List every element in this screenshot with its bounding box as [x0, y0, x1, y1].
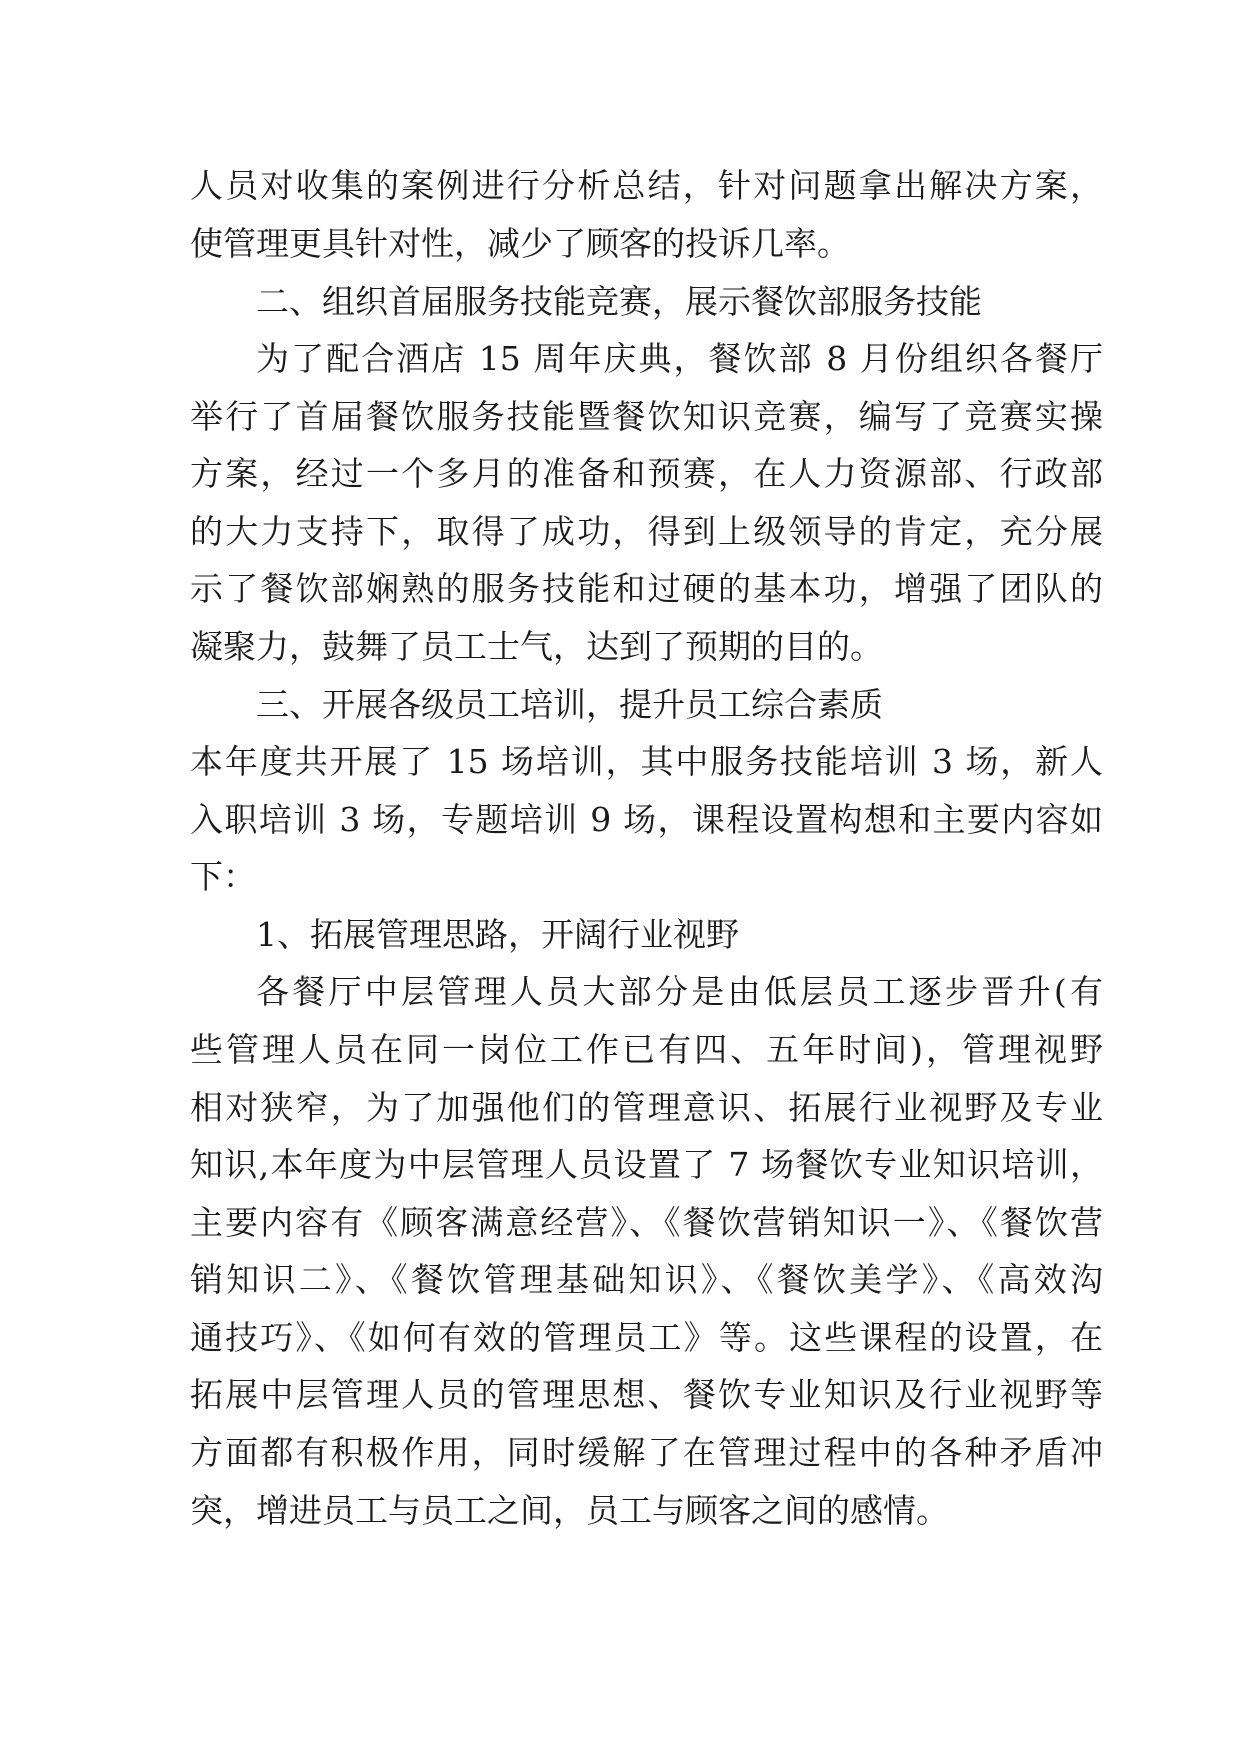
text-line: 本年度共开展了 15 场培训，其中服务技能培训 3 场，新人 — [190, 742, 1103, 781]
text-line: 拓展中层管理人员的管理思想、餐饮专业知识及行业视野等 — [190, 1375, 1103, 1414]
text-line: 示了餐饮部娴熟的服务技能和过硬的基本功，增强了团队的 — [190, 569, 1103, 608]
text-line: 主要内容有《顾客满意经营》、《餐饮营销知识一》、《餐饮营 — [190, 1203, 1103, 1242]
text-line: 相对狭窄，为了加强他们的管理意识、拓展行业视野及专业 — [190, 1088, 1103, 1127]
text-line: 销知识二》、《餐饮管理基础知识》、《餐饮美学》、《高效沟 — [190, 1260, 1103, 1299]
text-line: 凝聚力，鼓舞了员工士气，达到了预期的目的。 — [190, 627, 883, 666]
text-line: 突，增进员工与员工之间，员工与顾客之间的感情。 — [190, 1491, 949, 1530]
text-line: 人员对收集的案例进行分析总结，针对问题拿出解决方案， — [190, 166, 1103, 205]
subsection-heading: 1、拓展管理思路，开阔行业视野 — [256, 915, 739, 954]
text-line: 的大力支持下，取得了成功，得到上级领导的肯定，充分展 — [190, 512, 1103, 551]
text-line: 使管理更具针对性，减少了顾客的投诉几率。 — [190, 224, 850, 263]
text-line: 下： — [190, 857, 256, 896]
text-line: 举行了首届餐饮服务技能暨餐饮知识竞赛，编写了竞赛实操 — [190, 397, 1103, 436]
section-heading: 三、开展各级员工培训，提升员工综合素质 — [256, 685, 883, 724]
text-line: 入职培训 3 场，专题培训 9 场，课程设置构想和主要内容如 — [190, 800, 1103, 839]
text-line: 各餐厅中层管理人员大部分是由低层员工逐步晋升(有 — [256, 972, 1103, 1011]
text-line: 方面都有积极作用，同时缓解了在管理过程中的各种矛盾冲 — [190, 1433, 1103, 1472]
text-line: 知识,本年度为中层管理人员设置了 7 场餐饮专业知识培训， — [190, 1145, 1103, 1184]
text-line: 通技巧》、《如何有效的管理员工》等。这些课程的设置，在 — [190, 1318, 1103, 1357]
text-line: 方案，经过一个多月的准备和预赛，在人力资源部、行政部 — [190, 454, 1103, 493]
text-line: 些管理人员在同一岗位工作已有四、五年时间)，管理视野 — [190, 1030, 1103, 1069]
section-heading: 二、组织首届服务技能竞赛，展示餐饮部服务技能 — [256, 282, 982, 321]
text-line: 为了配合酒店 15 周年庆典，餐饮部 8 月份组织各餐厅 — [256, 339, 1103, 378]
